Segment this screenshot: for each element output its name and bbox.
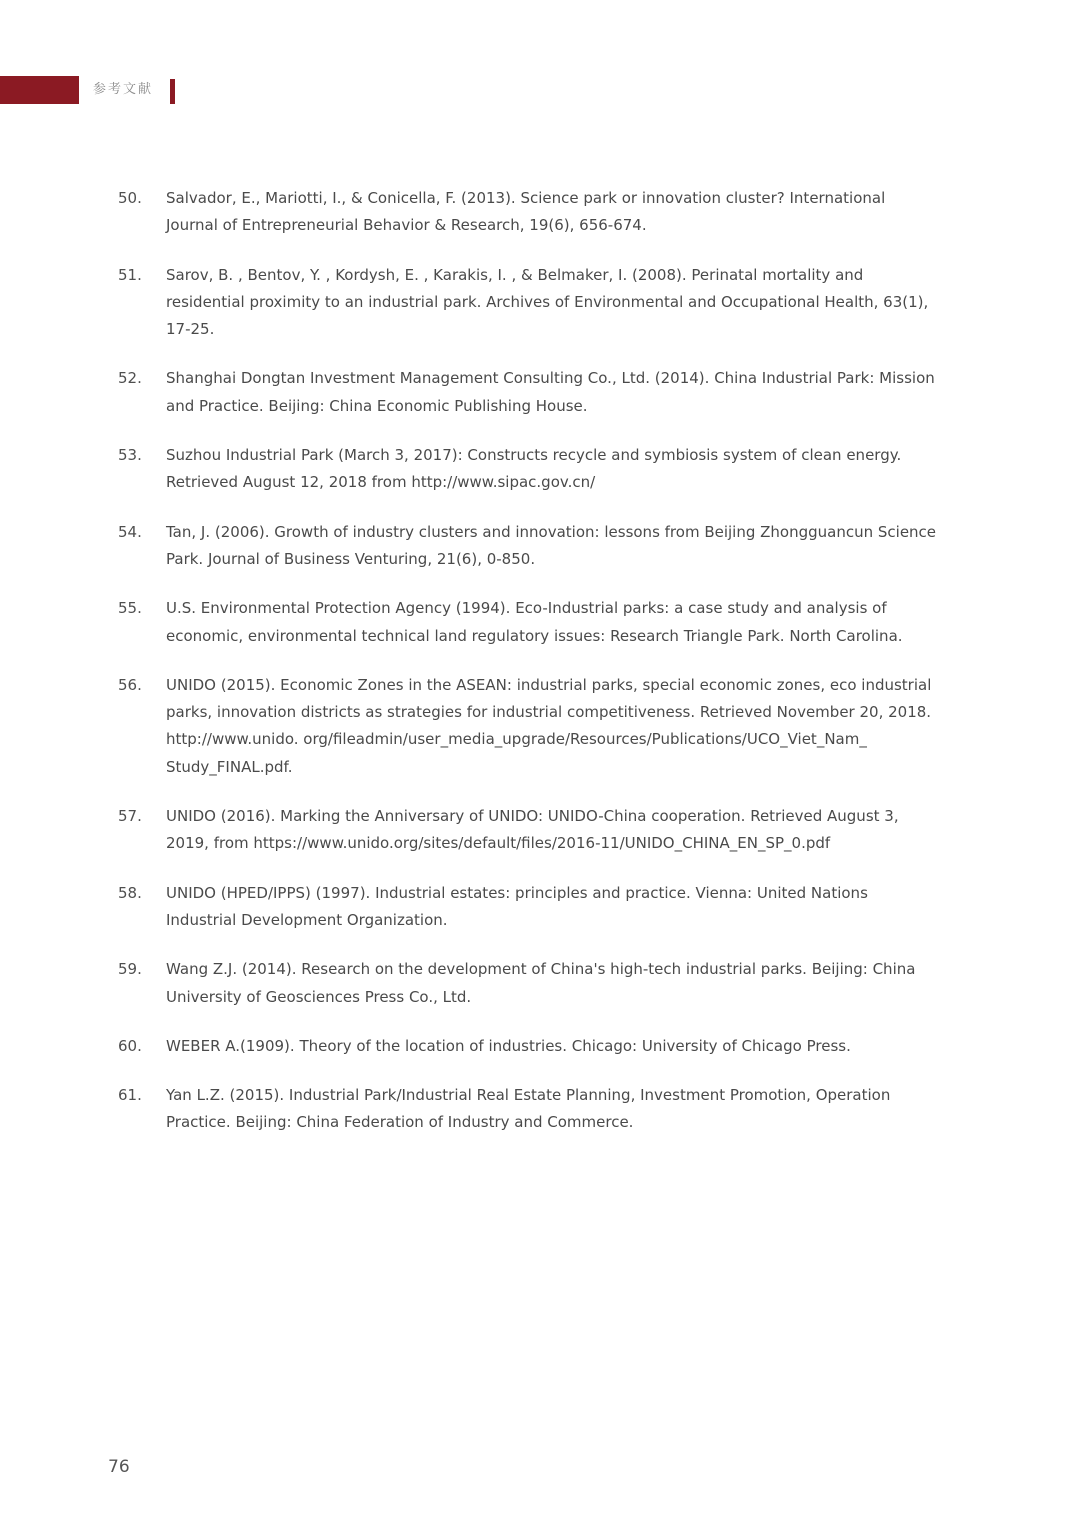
reference-number: 60.	[118, 1036, 142, 1055]
reference-item	[0, 185, 1080, 240]
reference-item	[0, 442, 1080, 497]
reference-item	[0, 956, 1080, 1011]
reference-item	[0, 365, 1080, 420]
reference-number: 57.	[118, 807, 142, 826]
reference-text: UNIDO (2016). Marking the Anniversary of UNIDO: UNIDO-China cooperation. Retrieved August 3, 2019, from https://www.unido.org/sites/default/files/2016-11/UNIDO_CHINA_EN_SP_0.pdf	[166, 807, 899, 853]
reference-text: U.S. Environmental Protection Agency (1994). Eco-Industrial parks: a case study and analysis of economic, environmental technical land regulatory issues: Research Triangle Park. North Carolina.	[166, 599, 903, 645]
reference-list	[0, 185, 1080, 1159]
reference-text: Salvador, E., Mariotti, I., & Conicella, F. (2013). Science park or innovation cluster? International Journal of Entrepreneurial Behavior & Research, 19(6), 656-674.	[166, 189, 886, 235]
reference-number: 55.	[118, 599, 142, 618]
page-number: 76	[108, 1457, 130, 1477]
reference-item	[0, 1082, 1080, 1137]
reference-text: Sarov, B. , Bentov, Y. , Kordysh, E. , Karakis, I. , & Belmaker, I. (2008). Perinatal mortality and residential proximity to an industrial park. Archives of Environmental and Occupational Health, 63(1), 17-25.	[166, 265, 929, 339]
reference-item	[0, 595, 1080, 650]
reference-text: Shanghai Dongtan Investment Management Consulting Co., Ltd. (2014). China Industrial Park: Mission and Practice. Beijing: China Economic Publishing House.	[166, 369, 935, 415]
reference-item	[0, 519, 1080, 574]
reference-text: Wang Z.J. (2014). Research on the development of China's high-tech industrial parks. Beijing: China University of Geosciences Press Co., Ltd.	[166, 960, 916, 1006]
reference-text: UNIDO (2015). Economic Zones in the ASEAN: industrial parks, special economic zones, eco industrial parks, innovation districts as strategies for industrial competitiveness. Retrieved November 20, 2018. http://www.unido. org/fileadmin/user_media_upgrade/Resources/Publications/UCO_Viet_Nam_ Study_FINAL.pdf.	[166, 675, 932, 776]
reference-number: 54.	[118, 522, 142, 541]
section-title: 参考文献	[93, 82, 154, 97]
reference-text: WEBER A.(1909). Theory of the location of industries. Chicago: University of Chicago Press.	[166, 1036, 851, 1055]
header-divider	[170, 79, 175, 104]
reference-item	[0, 880, 1080, 935]
reference-text: Suzhou Industrial Park (March 3, 2017): Constructs recycle and symbiosis system of clean energy. Retrieved August 12, 2018 from http://www.sipac.gov.cn/	[166, 446, 902, 492]
reference-item	[0, 262, 1080, 344]
reference-text: Tan, J. (2006). Growth of industry clusters and innovation: lessons from Beijing Zhongguancun Science Park. Journal of Business Venturing, 21(6), 0-850.	[166, 522, 937, 568]
reference-number: 59.	[118, 960, 142, 979]
reference-item	[0, 803, 1080, 858]
reference-number: 61.	[118, 1086, 142, 1105]
reference-item	[0, 1033, 1080, 1060]
reference-number: 50.	[118, 189, 142, 207]
header-accent-bar	[0, 76, 79, 104]
reference-text: Yan L.Z. (2015). Industrial Park/Industrial Real Estate Planning, Investment Promotion, Operation Practice. Beijing: China Federation of Industry and Commerce.	[166, 1086, 891, 1132]
reference-number: 58.	[118, 883, 142, 902]
reference-text: UNIDO (HPED/IPPS) (1997). Industrial estates: principles and practice. Vienna: United Nations Industrial Development Organization.	[166, 883, 868, 929]
reference-number: 52.	[118, 369, 142, 388]
reference-item	[0, 672, 1080, 781]
reference-number: 53.	[118, 446, 142, 465]
reference-number: 56.	[118, 675, 142, 694]
reference-number: 51.	[118, 265, 142, 284]
